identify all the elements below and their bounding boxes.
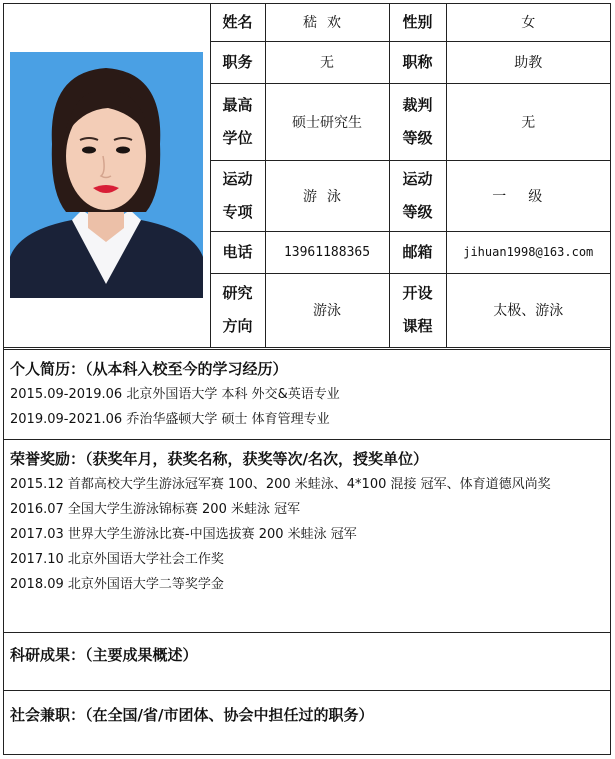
honor-line: 2017.03 世界大学生游泳比赛-中国选拔赛 200 米蛙泳 冠军 bbox=[10, 527, 357, 542]
research-direction-value: 游泳 bbox=[265, 273, 389, 347]
profile-form bbox=[3, 3, 611, 755]
title-label: 职称 bbox=[389, 41, 446, 83]
sport-label-line1: 运动 bbox=[222, 169, 253, 188]
honors-section bbox=[4, 439, 610, 632]
photo-cell bbox=[4, 4, 210, 347]
research-results-section bbox=[4, 632, 610, 690]
email-label: 邮箱 bbox=[389, 231, 446, 273]
resume-title: 个人简历：（从本科入校至今的学习经历） bbox=[10, 360, 288, 378]
degree-value: 硕士研究生 bbox=[265, 83, 389, 160]
honor-line: 2018.09 北京外国语大学二等奖学金 bbox=[10, 577, 224, 592]
research-direction-label bbox=[210, 273, 265, 347]
resume-line: 2019.09-2021.06 乔治华盛顿大学 硕士 体育管理专业 bbox=[10, 412, 330, 427]
courses-label-line2: 课程 bbox=[402, 317, 433, 335]
referee-level-label bbox=[389, 83, 446, 160]
sport-label-line2: 专项 bbox=[222, 202, 253, 221]
phone-value: 13961188365 bbox=[265, 231, 389, 273]
gender-value: 女 bbox=[446, 4, 610, 41]
sport-specialty-label bbox=[210, 160, 265, 231]
courses-label bbox=[389, 273, 446, 347]
phone-label: 电话 bbox=[210, 231, 265, 273]
position-value: 无 bbox=[265, 41, 389, 83]
honors-title: 荣誉奖励：（获奖年月，获奖名称，获奖等次/名次，授奖单位） bbox=[10, 450, 428, 468]
title-value: 助教 bbox=[446, 41, 610, 83]
research-results-title: 科研成果：（主要成果概述） bbox=[10, 646, 198, 664]
email-value: jihuan1998@163.com bbox=[446, 231, 610, 273]
athlete-level-label bbox=[389, 160, 446, 231]
position-label: 职务 bbox=[210, 41, 265, 83]
courses-value: 太极、游泳 bbox=[446, 273, 610, 347]
referee-label-line1: 裁判 bbox=[402, 95, 433, 114]
honor-line: 2016.07 全国大学生游泳锦标赛 200 米蛙泳 冠军 bbox=[10, 502, 301, 517]
athlete-label-line2: 等级 bbox=[402, 202, 433, 221]
referee-level-value: 无 bbox=[446, 83, 610, 160]
portrait-photo bbox=[10, 52, 203, 298]
referee-label-line2: 等级 bbox=[402, 128, 433, 147]
name-value: 嵇欢 bbox=[265, 4, 389, 41]
research-label-line1: 研究 bbox=[222, 284, 253, 302]
courses-label-line1: 开设 bbox=[402, 284, 433, 302]
social-positions-section bbox=[4, 690, 610, 754]
research-label-line2: 方向 bbox=[222, 317, 253, 335]
resume-section bbox=[4, 349, 610, 439]
athlete-label-line1: 运动 bbox=[402, 169, 433, 188]
honor-line: 2015.12 首都高校大学生游泳冠军赛 100、200 米蛙泳、4*100 混接 冠军、体育道德风尚奖 bbox=[10, 477, 551, 492]
gender-label: 性别 bbox=[389, 4, 446, 41]
degree-label-line2: 学位 bbox=[222, 128, 253, 147]
basic-info-table bbox=[4, 4, 610, 348]
degree-label-line1: 最高 bbox=[222, 95, 253, 114]
athlete-level-value: 一级 bbox=[446, 160, 610, 231]
honor-line: 2017.10 北京外国语大学社会工作奖 bbox=[10, 552, 224, 567]
resume-line: 2015.09-2019.06 北京外国语大学 本科 外交&英语专业 bbox=[10, 387, 340, 402]
name-label: 姓名 bbox=[210, 4, 265, 41]
degree-label bbox=[210, 83, 265, 160]
social-positions-title: 社会兼职：（在全国/省/市团体、协会中担任过的职务） bbox=[10, 706, 374, 724]
sport-specialty-value: 游泳 bbox=[265, 160, 389, 231]
